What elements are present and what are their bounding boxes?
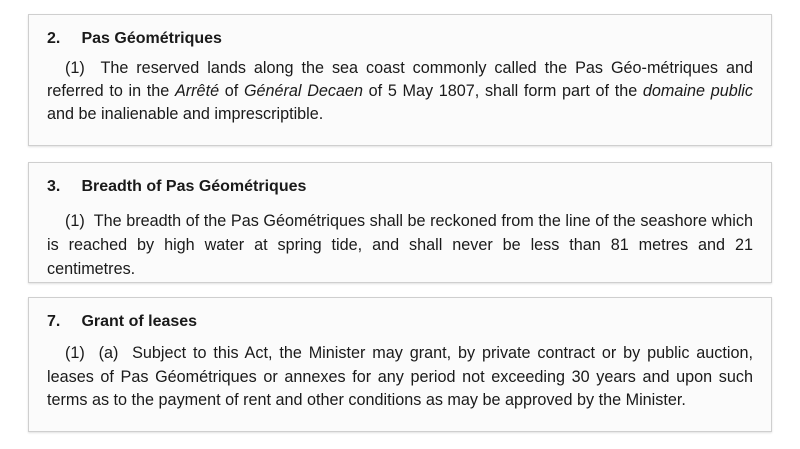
section-3-para-number: (1): [65, 212, 85, 230]
section-2-text-1: The reserved lands along the sea coast commonly called the Pas Géo-métriques and referred to in the: [47, 59, 753, 100]
section-2-number: 2.: [47, 30, 61, 47]
section-3-text: The breadth of the Pas Géométriques shall be reckoned from the line of the seashore which is reached by high water at spring tide, and shall never be less than 81 metres and 21 centimetres.: [47, 212, 753, 278]
section-3-heading: [47, 177, 753, 197]
section-7-number: 7.: [47, 313, 61, 330]
section-2-heading: [47, 29, 753, 49]
section-3-title: Breadth of Pas Géométriques: [81, 178, 307, 195]
section-7-text: Subject to this Act, the Minister may grant, by private contract or by public auction, leases of Pas Géométriques or annexes for any period not exceeding 30 years and upon such terms as to the payment of rent and other conditions as may be approved by the Minister.: [47, 344, 753, 409]
section-2-text-3: of 5 May 1807, shall form part of the: [363, 82, 643, 100]
section-7-heading: [47, 312, 753, 332]
section-2-paragraph: [47, 57, 753, 126]
section-3-paragraph: [47, 209, 753, 281]
section-2-italic-domaine: domaine public: [642, 82, 753, 100]
section-7-paragraph: [47, 342, 753, 413]
section-2-para-number: (1): [65, 59, 85, 77]
section-3-box: [28, 162, 772, 283]
section-2-italic-arrete: Arrêté: [174, 82, 220, 100]
section-2-text-4: and be inalienable and imprescriptible.: [47, 105, 324, 123]
section-2-text-2: of: [219, 82, 244, 100]
section-2-italic-decaen: Général Decaen: [243, 82, 363, 100]
section-7-sub-number: (a): [98, 344, 119, 362]
section-7-title: Grant of leases: [81, 313, 198, 330]
section-2-title: Pas Géométriques: [81, 30, 222, 47]
section-3-number: 3.: [47, 178, 61, 195]
section-7-box: [28, 297, 772, 432]
section-7-para-number: (1): [65, 344, 85, 362]
section-2-box: [28, 14, 772, 146]
